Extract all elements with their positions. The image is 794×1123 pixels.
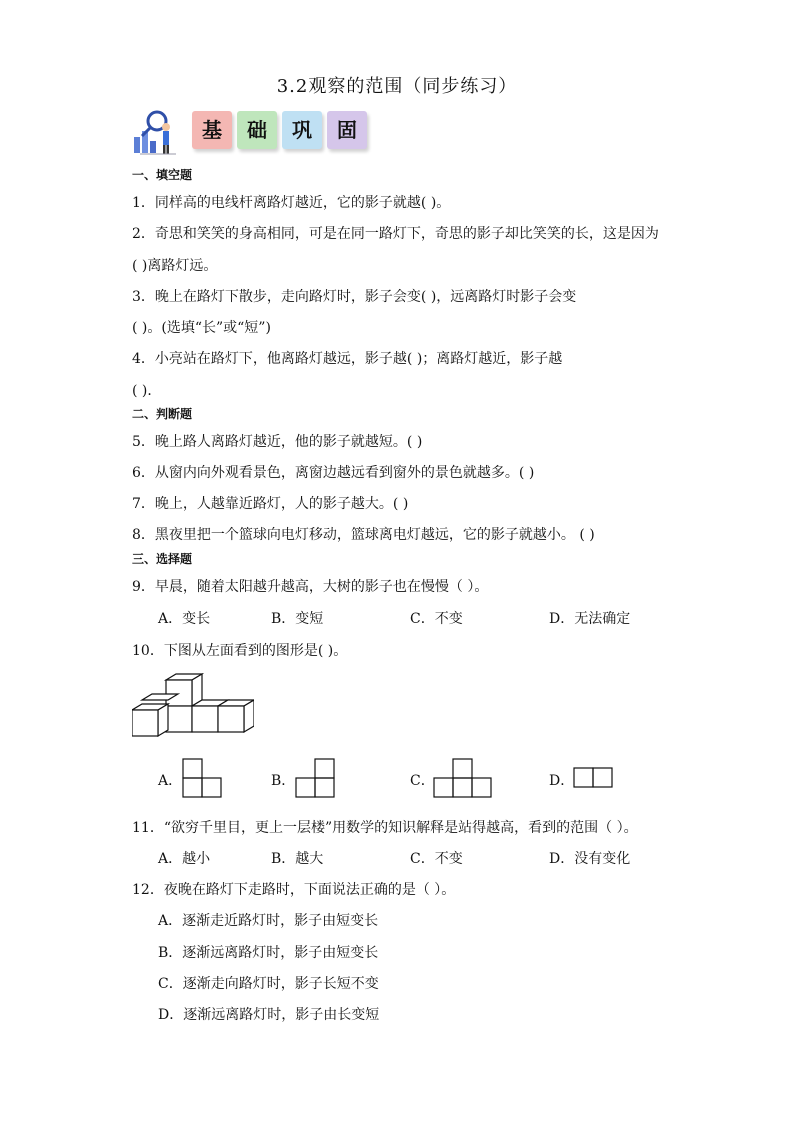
section-banner: [132, 107, 392, 157]
q9-option-a: A．变长: [158, 611, 211, 627]
q9-option-c: C．不变: [410, 611, 463, 627]
banner-tile-4: 固: [327, 111, 367, 149]
q12-option-b: B．逐渐远离路灯时，影子由短变长: [158, 945, 379, 961]
cube-figure: [132, 670, 254, 740]
page-title: 3.2观察的范围（同步练习）: [276, 76, 518, 97]
q11-option-a: A．越小: [158, 851, 211, 867]
q10-option-b-shape: [295, 758, 335, 798]
question-4-line-1: 4．小亮站在路灯下，他离路灯越远，影子越( )；离路灯越近，影子越: [132, 351, 563, 367]
section-heading-judge: 二、判断题: [132, 407, 193, 421]
q12-option-a: A．逐渐走近路灯时，影子由短变长: [158, 913, 379, 929]
q11-option-b: B．越大: [271, 851, 324, 867]
q10-option-d: D．: [549, 773, 575, 789]
question-2-line-1: 2．奇思和笑笑的身高相同，可是在同一路灯下，奇思的影子却比笑笑的长，这是因为: [132, 226, 659, 242]
q12-option-c: C．逐渐走向路灯时，影子长短不变: [158, 976, 379, 992]
q10-option-b: B．: [271, 773, 296, 789]
q9-option-d: D．无法确定: [549, 611, 631, 627]
banner-tile-1: 基: [192, 111, 232, 149]
q11-option-d: D．没有变化: [549, 851, 631, 867]
question-8: 8．黑夜里把一个篮球向电灯移动，篮球离电灯越远，它的影子就越小。 ( ): [132, 527, 595, 543]
question-2-line-2: ( )离路灯远。: [132, 258, 218, 274]
question-10: 10．下图从左面看到的图形是( )。: [132, 643, 348, 659]
q11-option-c: C．不变: [410, 851, 463, 867]
banner-tile-2: 础: [237, 111, 277, 149]
question-1: 1．同样高的电线杆离路灯越近，它的影子就越( )。: [132, 195, 451, 211]
question-9: 9．早晨，随着太阳越升越高，大树的影子也在慢慢（ ）。: [132, 579, 489, 595]
question-12: 12．夜晚在路灯下走路时，下面说法正确的是（ ）。: [132, 882, 456, 898]
q10-option-c: C．: [410, 773, 435, 789]
magnifier-person-icon: [132, 107, 192, 157]
question-11: 11．“欲穷千里目，更上一层楼”用数学的知识解释是站得越高，看到的范围（ ）。: [132, 820, 638, 836]
question-7: 7．晚上，人越靠近路灯，人的影子越大。( ): [132, 496, 409, 512]
banner-tile-3: 巩: [282, 111, 322, 149]
question-6: 6．从窗内向外观看景色，离窗边越远看到窗外的景色就越多。( ): [132, 465, 535, 481]
question-4-line-2: ( )．: [132, 383, 162, 399]
question-5: 5．晚上路人离路灯越近，他的影子就越短。( ): [132, 434, 423, 450]
q10-option-a: A．: [158, 773, 183, 789]
q12-option-d: D．逐渐远离路灯时，影子由长变短: [158, 1007, 380, 1023]
section-heading-fill: 一、填空题: [132, 168, 193, 182]
q10-option-c-shape: [433, 758, 493, 798]
question-3-line-1: 3．晚上在路灯下散步，走向路灯时，影子会变( )，远离路灯时影子会变: [132, 289, 577, 305]
section-heading-choice: 三、选择题: [132, 552, 193, 566]
question-3-line-2: ( )。(选填“长”或“短”): [132, 320, 271, 336]
q10-option-a-shape: [182, 758, 222, 798]
q9-option-b: B．变短: [271, 611, 324, 627]
q10-option-d-shape: [573, 767, 613, 789]
